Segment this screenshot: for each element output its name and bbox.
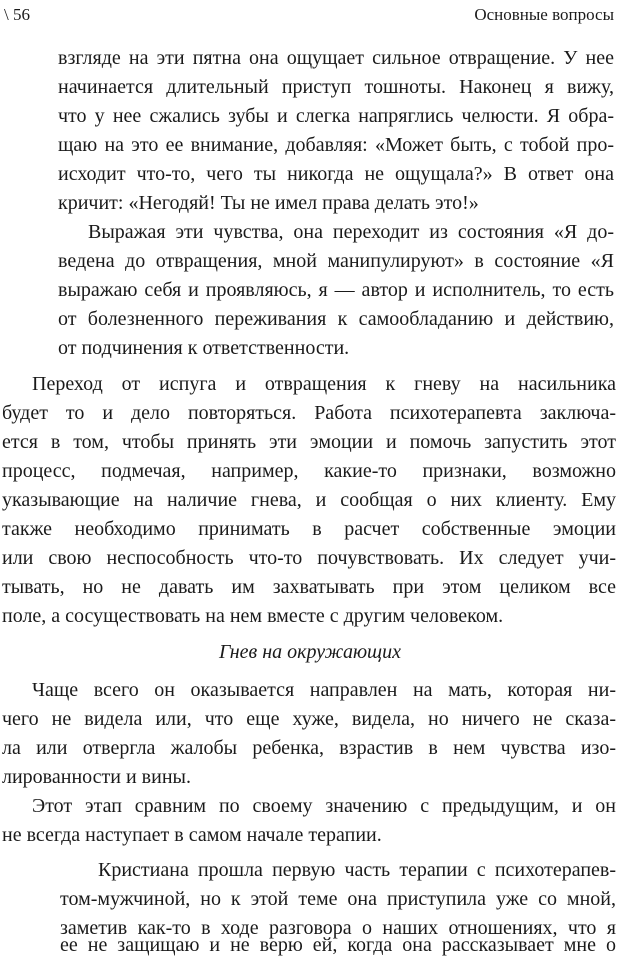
quote-line: ведена до отвращения, мной манипулируют» в состояние «Я bbox=[58, 250, 614, 272]
quote-line: исходит что-то, чего ты никогда не ощущала?» В ответ она bbox=[58, 163, 614, 185]
quote-line: щаю на это ее внимание, добавляя: «Может быть, с тобой про- bbox=[58, 134, 614, 156]
case-line: Кристиана прошла первую часть терапии с психотерапев- bbox=[98, 859, 616, 881]
quote-line: выражаю себя и проявляюсь, я — автор и исполнитель, то есть bbox=[58, 279, 614, 301]
paragraph-line: не всегда наступает в самом начале терапии. bbox=[2, 824, 382, 846]
paragraph-line: Этот этап сравним по своему значению с предыдущим, и он bbox=[32, 795, 616, 817]
quote-line: что у нее сжались зубы и слегка напряглись челюсти. Я обра- bbox=[58, 105, 614, 127]
paragraph-line: или свою неспособность что-то почувствовать. Их следует учи- bbox=[2, 547, 616, 569]
paragraph-line: ла или отвергла жалобы ребенка, взрастив в нем чувства изо- bbox=[2, 737, 616, 759]
paragraph-line: процесс, подмечая, например, какие-то признаки, возможно bbox=[2, 460, 616, 482]
paragraph-line: поле, а сосуществовать на нем вместе с другим человеком. bbox=[2, 605, 504, 627]
quote-line: взгляде на эти пятна она ощущает сильное отвращение. У нее bbox=[58, 47, 614, 69]
paragraph-line: лированности и вины. bbox=[2, 766, 191, 788]
paragraph-line: Чаще всего он оказывается направлен на мать, которая ни- bbox=[32, 679, 616, 701]
paragraph-line: Переход от испуга и отвращения к гневу на насильника bbox=[32, 373, 616, 395]
paragraph-line: чего не видела или, что еще хуже, видела, но ничего не сказа- bbox=[2, 708, 616, 730]
case-line: заметив как-то в ходе разговора о наших отношениях, что я bbox=[60, 917, 616, 939]
case-line: ее не защищаю и не верю ей, когда она рассказывает мне о bbox=[60, 934, 616, 956]
paragraph-line: будет то и дело повторяться. Работа психотерапевта заключа- bbox=[2, 402, 616, 424]
quote-line: от подчинения к ответственности. bbox=[58, 337, 350, 359]
running-title: Основные вопросы bbox=[474, 5, 614, 24]
quote-line: кричит: «Негодяй! Ты не имел права делать это!» bbox=[58, 192, 479, 214]
quote-line: начинается длительный приступ тошноты. Наконец я вижу, bbox=[58, 76, 614, 98]
case-line: том-мужчиной, но к этой теме она приступила уже со мной, bbox=[60, 888, 616, 910]
page-number: \ 56 bbox=[4, 5, 30, 24]
section-heading: Гнев на окружающих bbox=[218, 641, 402, 663]
running-header bbox=[0, 2, 614, 28]
paragraph-line: указывающие на наличие гнева, и сообщая о них клиенту. Ему bbox=[2, 489, 616, 511]
paragraph-line: ется в том, чтобы принять эти эмоции и помочь запустить этот bbox=[2, 431, 616, 453]
quote-line: Выражая эти чувства, она переходит из состояния «Я до- bbox=[88, 221, 614, 243]
paragraph-line: тывать, но не давать им захватывать при этом целиком все bbox=[2, 576, 616, 598]
quote-line: от болезненного переживания к самообладанию и действию, bbox=[58, 308, 614, 330]
paragraph-line: также необходимо принимать в расчет собственные эмоции bbox=[2, 518, 616, 540]
